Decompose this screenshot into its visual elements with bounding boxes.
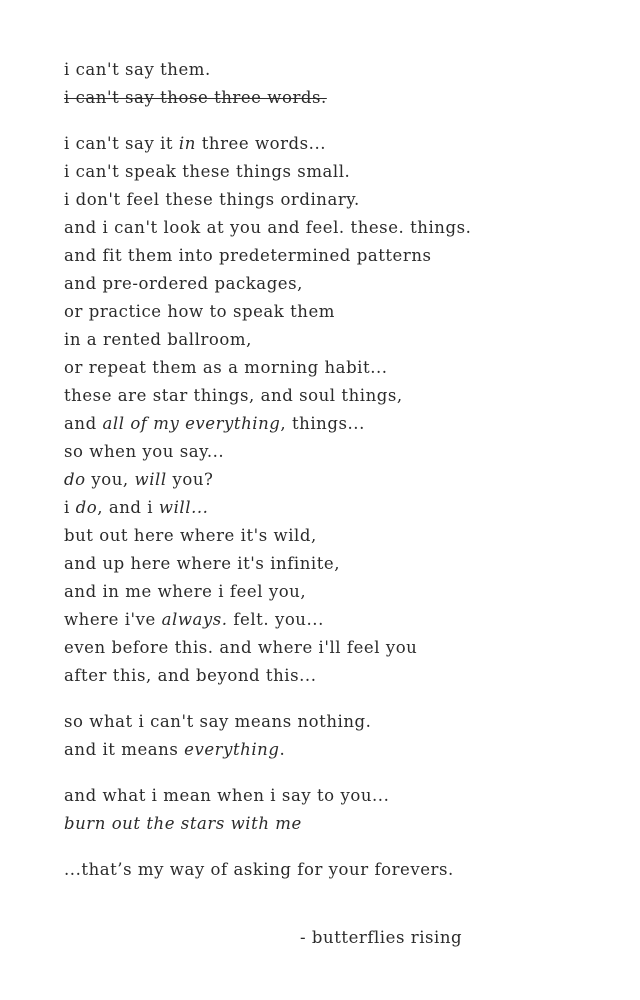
poem-text-italic: always. <box>161 610 228 629</box>
poem-line: ...that’s my way of asking for your forevers. <box>64 860 454 879</box>
poem-line: and in me where i feel you, <box>64 582 307 601</box>
poem-line-italic: burn out the stars with me <box>64 814 302 833</box>
poem-line: and i can't look at you and feel. these. things. <box>64 218 472 237</box>
poem-line: so what i can't say means nothing. <box>64 712 372 731</box>
poem-line <box>64 130 624 158</box>
poem-signature: - butterflies rising <box>300 928 463 947</box>
poem-text-italic: will <box>134 470 167 489</box>
poem-text: i <box>64 498 76 517</box>
poem-text-italic: do <box>64 470 86 489</box>
poem-line <box>64 606 624 634</box>
poem-text: and <box>64 414 103 433</box>
poem-text: felt. you... <box>227 610 324 629</box>
stanza-gap <box>64 764 624 782</box>
poem-text-italic: everything <box>184 740 280 759</box>
stanza-gap <box>64 112 624 130</box>
poem-line: so when you say... <box>64 442 225 461</box>
poem-text: you? <box>166 470 214 489</box>
poem-line: and fit them into predetermined patterns <box>64 246 432 265</box>
poem-line: after this, and beyond this... <box>64 666 317 685</box>
poem-line: or repeat them as a morning habit... <box>64 358 388 377</box>
poem-text-italic: do <box>75 498 98 517</box>
poem-line: and pre-ordered packages, <box>64 274 303 293</box>
poem-line: i can't say them. <box>64 60 211 79</box>
stanza-gap <box>64 690 624 708</box>
poem-text-italic: in <box>178 134 196 153</box>
poem-line <box>64 736 624 764</box>
poem-text-italic: all of my everything <box>102 414 281 433</box>
poem-text: and it means <box>64 740 185 759</box>
poem-text: i can't say it <box>64 134 179 153</box>
poem-line: but out here where it's wild, <box>64 526 317 545</box>
poem-line <box>64 410 624 438</box>
poem-text-italic: will... <box>158 498 209 517</box>
poem-line: and up here where it's infinite, <box>64 554 340 573</box>
poem-line: or practice how to speak them <box>64 302 335 321</box>
poem-line <box>64 494 624 522</box>
poem-text: , and i <box>97 498 159 517</box>
poem-line: i don't feel these things ordinary. <box>64 190 360 209</box>
poem-line: these are star things, and soul things, <box>64 386 403 405</box>
poem-line: and what i mean when i say to you... <box>64 786 390 805</box>
poem-line-struck: i can't say those three words. <box>64 88 327 107</box>
poem-text: you, <box>85 470 135 489</box>
poem-text: , things... <box>280 414 365 433</box>
poem-line: in a rented ballroom, <box>64 330 252 349</box>
poem-line: i can't speak these things small. <box>64 162 351 181</box>
poem-text: . <box>279 740 286 759</box>
poem-line: even before this. and where i'll feel you <box>64 638 418 657</box>
poem-body <box>64 56 624 884</box>
poem-text: three words... <box>195 134 327 153</box>
poem-text: where i've <box>64 610 162 629</box>
poem-line <box>64 466 624 494</box>
stanza-gap <box>64 838 624 856</box>
